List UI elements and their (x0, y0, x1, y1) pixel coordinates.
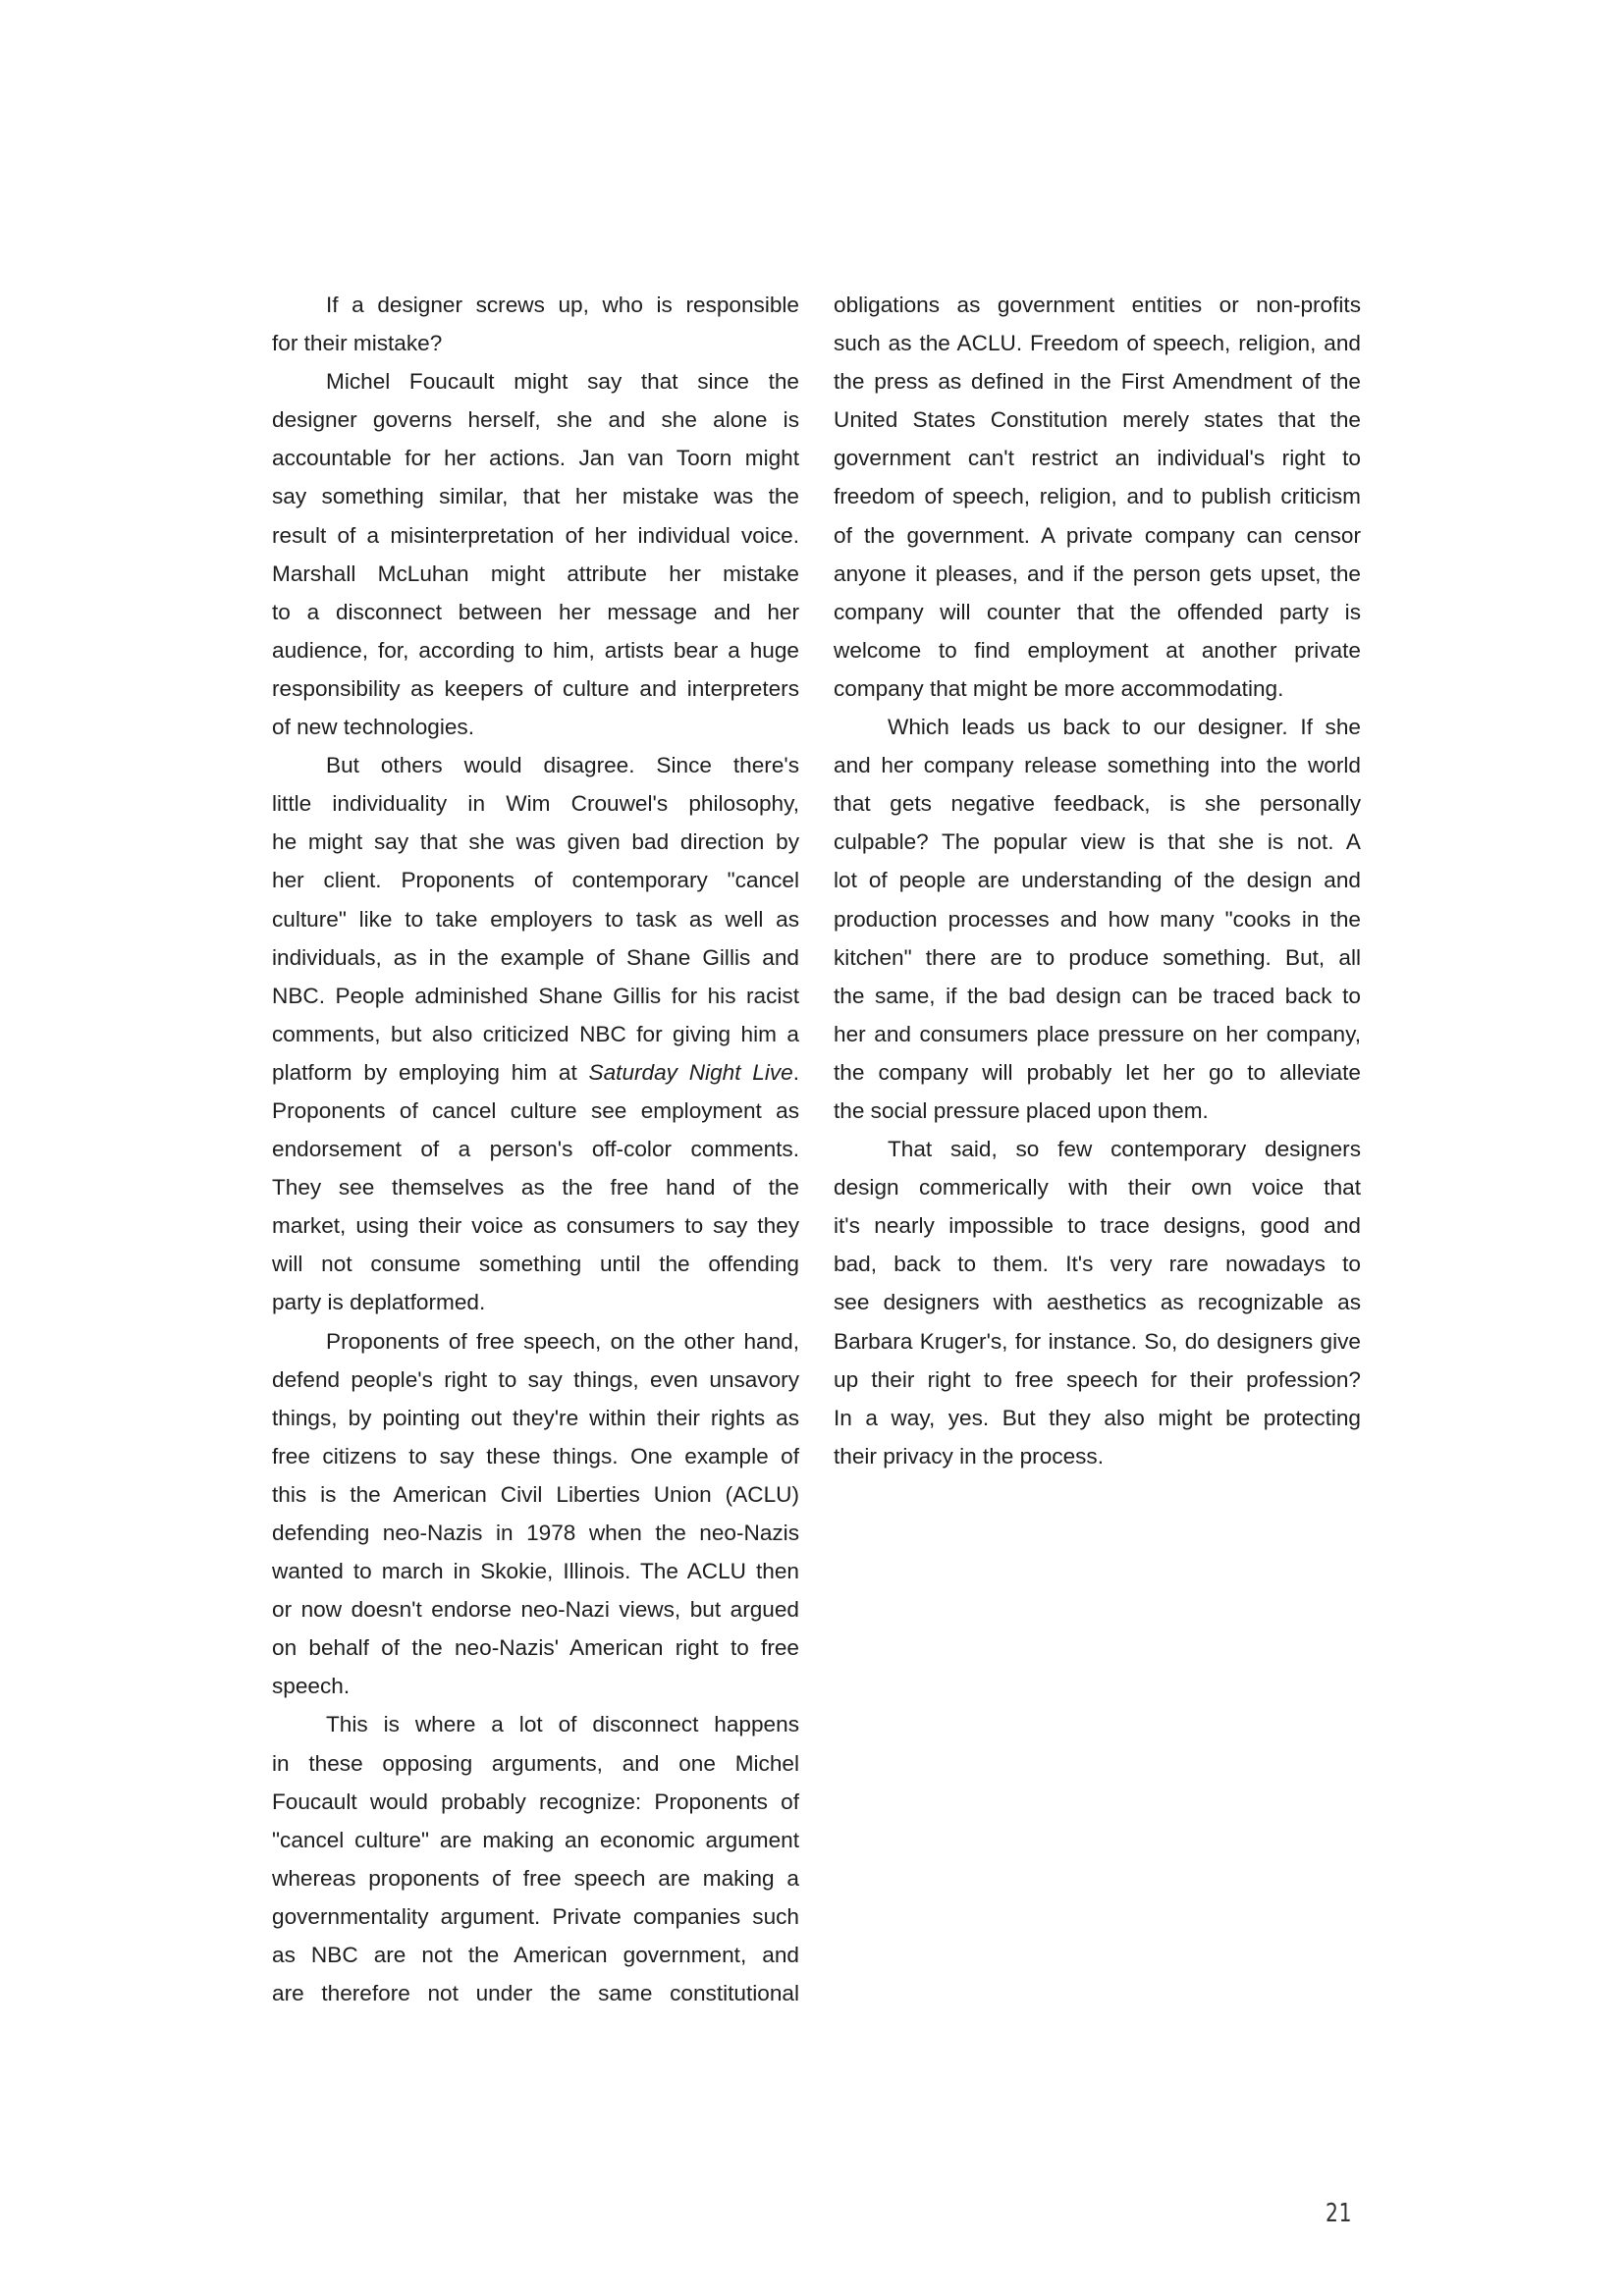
text-line: welcome to find employment at another private (834, 637, 1361, 663)
text-line: the press as defined in the First Amendment of the (834, 369, 1361, 395)
italic-title: Saturday Night Live (588, 1059, 793, 1085)
text-line: the same, if the bad design can be traced back to (834, 983, 1361, 1008)
text-line: of the government. A private company can censor (834, 522, 1361, 548)
paragraph (272, 362, 799, 746)
text-line: the social pressure placed upon them. (834, 1097, 1209, 1123)
text-line: things, by pointing out they're within their rights as (272, 1405, 799, 1430)
text-line: are therefore not under the same constitutional (272, 1981, 799, 2006)
text-line: design commerically with their own voice that (834, 1175, 1361, 1201)
text-line: bad, back to them. It's very rare nowadays to (834, 1252, 1361, 1277)
text-line: But others would disagree. Since there's (326, 753, 799, 778)
text-line: obligations as government entities or non-profits (834, 293, 1361, 317)
text-line: to a disconnect between her message and her (272, 599, 799, 624)
paragraph (272, 746, 799, 1321)
paragraph (834, 708, 1361, 1130)
text-line: defend people's right to say things, even unsavory (272, 1366, 799, 1392)
text-line: Proponents of cancel culture see employment as (272, 1097, 799, 1123)
text-line: endorsement of a person's off-color comments. (272, 1137, 799, 1162)
text-run: platform by employing him at (272, 1059, 589, 1085)
text-line: Michel Foucault might say that since the (326, 369, 799, 395)
paragraph (834, 286, 1361, 708)
text-line: This is where a lot of disconnect happens (326, 1712, 799, 1737)
text-line: on behalf of the neo-Nazis' American right to free (272, 1635, 799, 1661)
text-line: company will counter that the offended party is (834, 599, 1361, 624)
paragraph (834, 1130, 1361, 1475)
text-line: market, using their voice as consumers to say they (272, 1213, 799, 1239)
text-line: it's nearly impossible to trace designs, good and (834, 1213, 1361, 1239)
text-line: Marshall McLuhan might attribute her mistake (272, 561, 799, 586)
text-line: NBC. People adminished Shane Gillis for his racist (272, 983, 799, 1008)
paragraph (272, 286, 799, 362)
text-line: production processes and how many "cooks in the (834, 906, 1361, 932)
text-line: culpable? The popular view is that she is not. A (834, 829, 1361, 855)
text-line: accountable for her actions. Jan van Toorn might (272, 446, 799, 471)
text-line: whereas proponents of free speech are making a (272, 1865, 799, 1891)
text-line: individuals, as in the example of Shane Gillis and (272, 944, 799, 970)
text-line: government can't restrict an individual's right to (834, 446, 1361, 471)
text-line: designer governs herself, she and she alone is (272, 407, 799, 433)
text-line: Barbara Kruger's, for instance. So, do designers give (834, 1328, 1361, 1354)
text-line: up their right to free speech for their profession? (834, 1366, 1361, 1392)
text-line: Foucault would probably recognize: Proponents of (272, 1789, 799, 1814)
right-column (834, 286, 1361, 1475)
text-line: their privacy in the process. (834, 1443, 1105, 1468)
text-line: governmentality argument. Private companies such (272, 1903, 799, 1929)
text-line: audience, for, according to him, artists bear a huge (272, 637, 799, 663)
text-line: lot of people are understanding of the design and (834, 868, 1361, 893)
text-line: culture" like to take employers to task as well as (272, 906, 799, 932)
text-line: "cancel culture" are making an economic argument (272, 1827, 799, 1852)
text-line: Which leads us back to our designer. If she (888, 715, 1361, 740)
text-line: the company will probably let her go to alleviate (834, 1059, 1361, 1085)
text-line: kitchen" there are to produce something. But, all (834, 944, 1361, 970)
page-number: 21 (1326, 2199, 1353, 2228)
text-line: free citizens to say these things. One example of (272, 1443, 799, 1468)
text-line: say something similar, that her mistake was the (272, 484, 799, 509)
text-line: such as the ACLU. Freedom of speech, religion, and (834, 331, 1361, 356)
text-line: If a designer screws up, who is responsible (326, 293, 799, 317)
text-line (272, 1053, 799, 1092)
paragraph (272, 1705, 799, 2012)
text-line: result of a misinterpretation of her individual voice. (272, 522, 799, 548)
text-line: anyone it pleases, and if the person gets upset, the (834, 561, 1361, 586)
text-line: They see themselves as the free hand of the (272, 1175, 799, 1201)
text-line: freedom of speech, religion, and to publish criticism (834, 484, 1361, 509)
text-line: that gets negative feedback, is she personally (834, 791, 1361, 817)
paragraph (272, 1322, 799, 1706)
text-line: little individuality in Wim Crouwel's philosophy, (272, 791, 799, 817)
text-line: of new technologies. (272, 715, 474, 740)
text-line: see designers with aesthetics as recognizable as (834, 1290, 1361, 1315)
text-line: he might say that she was given bad direction by (272, 829, 799, 855)
text-line: Proponents of free speech, on the other hand, (326, 1328, 799, 1354)
text-line: her and consumers place pressure on her company, (834, 1021, 1361, 1046)
text-line: or now doesn't endorse neo-Nazi views, but argued (272, 1597, 799, 1623)
text-line: as NBC are not the American government, and (272, 1943, 799, 1968)
text-line: speech. (272, 1674, 351, 1699)
text-run: . (792, 1059, 799, 1085)
text-line: United States Constitution merely states that the (834, 407, 1361, 433)
text-line: In a way, yes. But they also might be protecting (834, 1405, 1361, 1430)
text-line: wanted to march in Skokie, Illinois. The ACLU then (272, 1559, 799, 1584)
text-line: this is the American Civil Liberties Union (ACLU) (272, 1481, 799, 1507)
text-line: defending neo-Nazis in 1978 when the neo-Nazis (272, 1521, 799, 1545)
text-line: her client. Proponents of contemporary "cancel (272, 868, 799, 893)
left-column (272, 286, 799, 2012)
text-line: and her company release something into the world (834, 753, 1361, 778)
text-line: for their mistake? (272, 331, 443, 356)
text-line: party is deplatformed. (272, 1290, 486, 1315)
text-line: company that might be more accommodating. (834, 675, 1284, 701)
text-line: That said, so few contemporary designers (888, 1137, 1361, 1162)
text-line: comments, but also criticized NBC for giving him a (272, 1021, 799, 1046)
text-line: will not consume something until the offending (272, 1252, 799, 1277)
text-line: responsibility as keepers of culture and interpreters (272, 675, 799, 701)
text-line: in these opposing arguments, and one Michel (272, 1750, 799, 1776)
